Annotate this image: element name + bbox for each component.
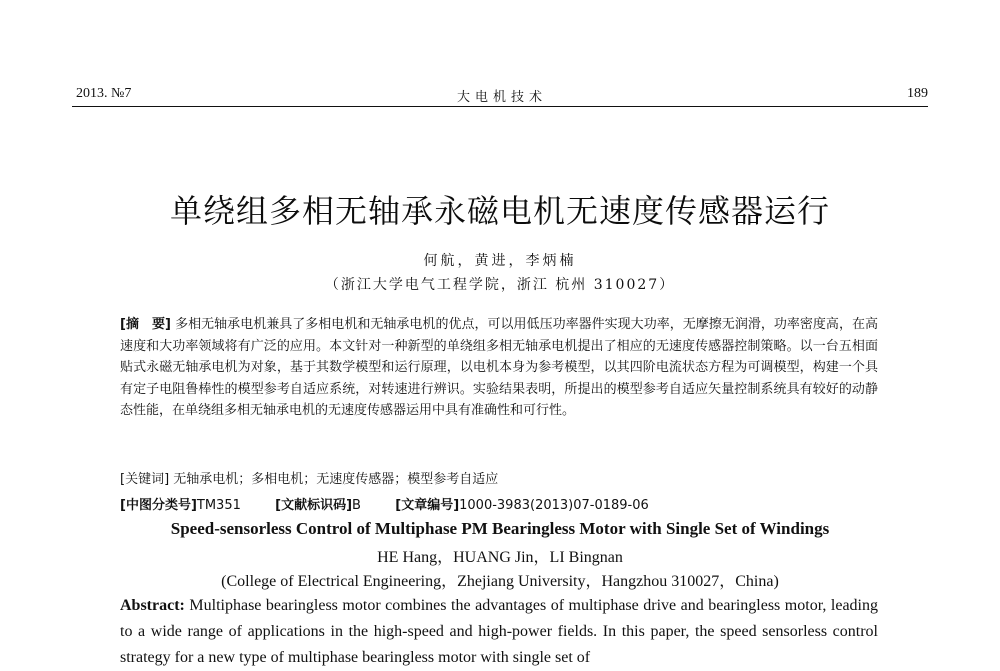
- issue-number: 2013. №7: [76, 86, 132, 101]
- classification-line: [120, 494, 878, 513]
- english-authors: HE Hang，HUANG Jin，LI Bingnan: [377, 549, 623, 566]
- header-rule: [72, 106, 928, 107]
- english-abstract-label: Abstract:: [120, 597, 185, 614]
- chinese-abstract: [120, 314, 878, 422]
- article-id-label: [文章编号]: [395, 498, 460, 513]
- paper-title: 单绕组多相无轴承永磁电机无速度传感器运行: [169, 192, 830, 230]
- page-number: 189: [907, 86, 928, 101]
- article-id-value: 1000-3983(2013)07-0189-06: [459, 498, 649, 513]
- doc-code-value: B: [352, 498, 361, 513]
- english-affiliation: (College of Electrical Engineering，Zhejiang University，Hangzhou 310027，China): [221, 573, 779, 590]
- abstract-text: 多相无轴承电机兼具了多相电机和无轴承电机的优点，可以用低压功率器件实现大功率，无摩擦无润滑，功率密度高，在高速度和大功率领域将有广泛的应用。本文针对一种新型的单绕组多相无轴承电机提出了相应的无速度传感器控制策略。以一台五相面贴式永磁无轴承电机为对象，基于其数学模型和运行原理，以电机本身为参考模型，以其四阶电流状态方程为可调模型，构建一个具有定子电阻鲁棒性的模型参考自适应系统，对转速进行辨识。实验结果表明，所提出的模型参考自适应矢量控制系统具有较好的动静态性能，在单绕组多相无轴承电机的无速度传感器运用中具有准确性和可行性。: [120, 317, 878, 418]
- journal-name: 大电机技术: [456, 90, 547, 105]
- abstract-label: [摘 要]: [120, 317, 171, 332]
- clc-value: TM351: [196, 498, 241, 513]
- author-list: 何航，黄进，李炳楠: [423, 253, 577, 269]
- english-title: Speed-sensorless Control of Multiphase PM Bearingless Motor with Single Set of Windings: [170, 519, 830, 538]
- running-header: [76, 86, 928, 106]
- clc-label: [中图分类号]: [120, 498, 197, 513]
- english-abstract-text: Multiphase bearingless motor combines the advantages of multiphase drive and bearingless motor, leading to a wide range of applications in the high-speed and high-power fields. In this paper, the speed sensorless control strategy for a new type of multiphase bearingless motor with single set of: [120, 597, 879, 666]
- doc-code-label: [文献标识码]: [275, 498, 353, 513]
- english-abstract: [120, 593, 878, 671]
- keywords: [120, 468, 878, 487]
- keywords-text: 无轴承电机；多相电机；无速度传感器；模型参考自适应: [173, 472, 499, 487]
- keywords-label: [关键词]: [120, 472, 170, 487]
- author-affiliation: （浙江大学电气工程学院，浙江 杭州 310027）: [324, 277, 676, 293]
